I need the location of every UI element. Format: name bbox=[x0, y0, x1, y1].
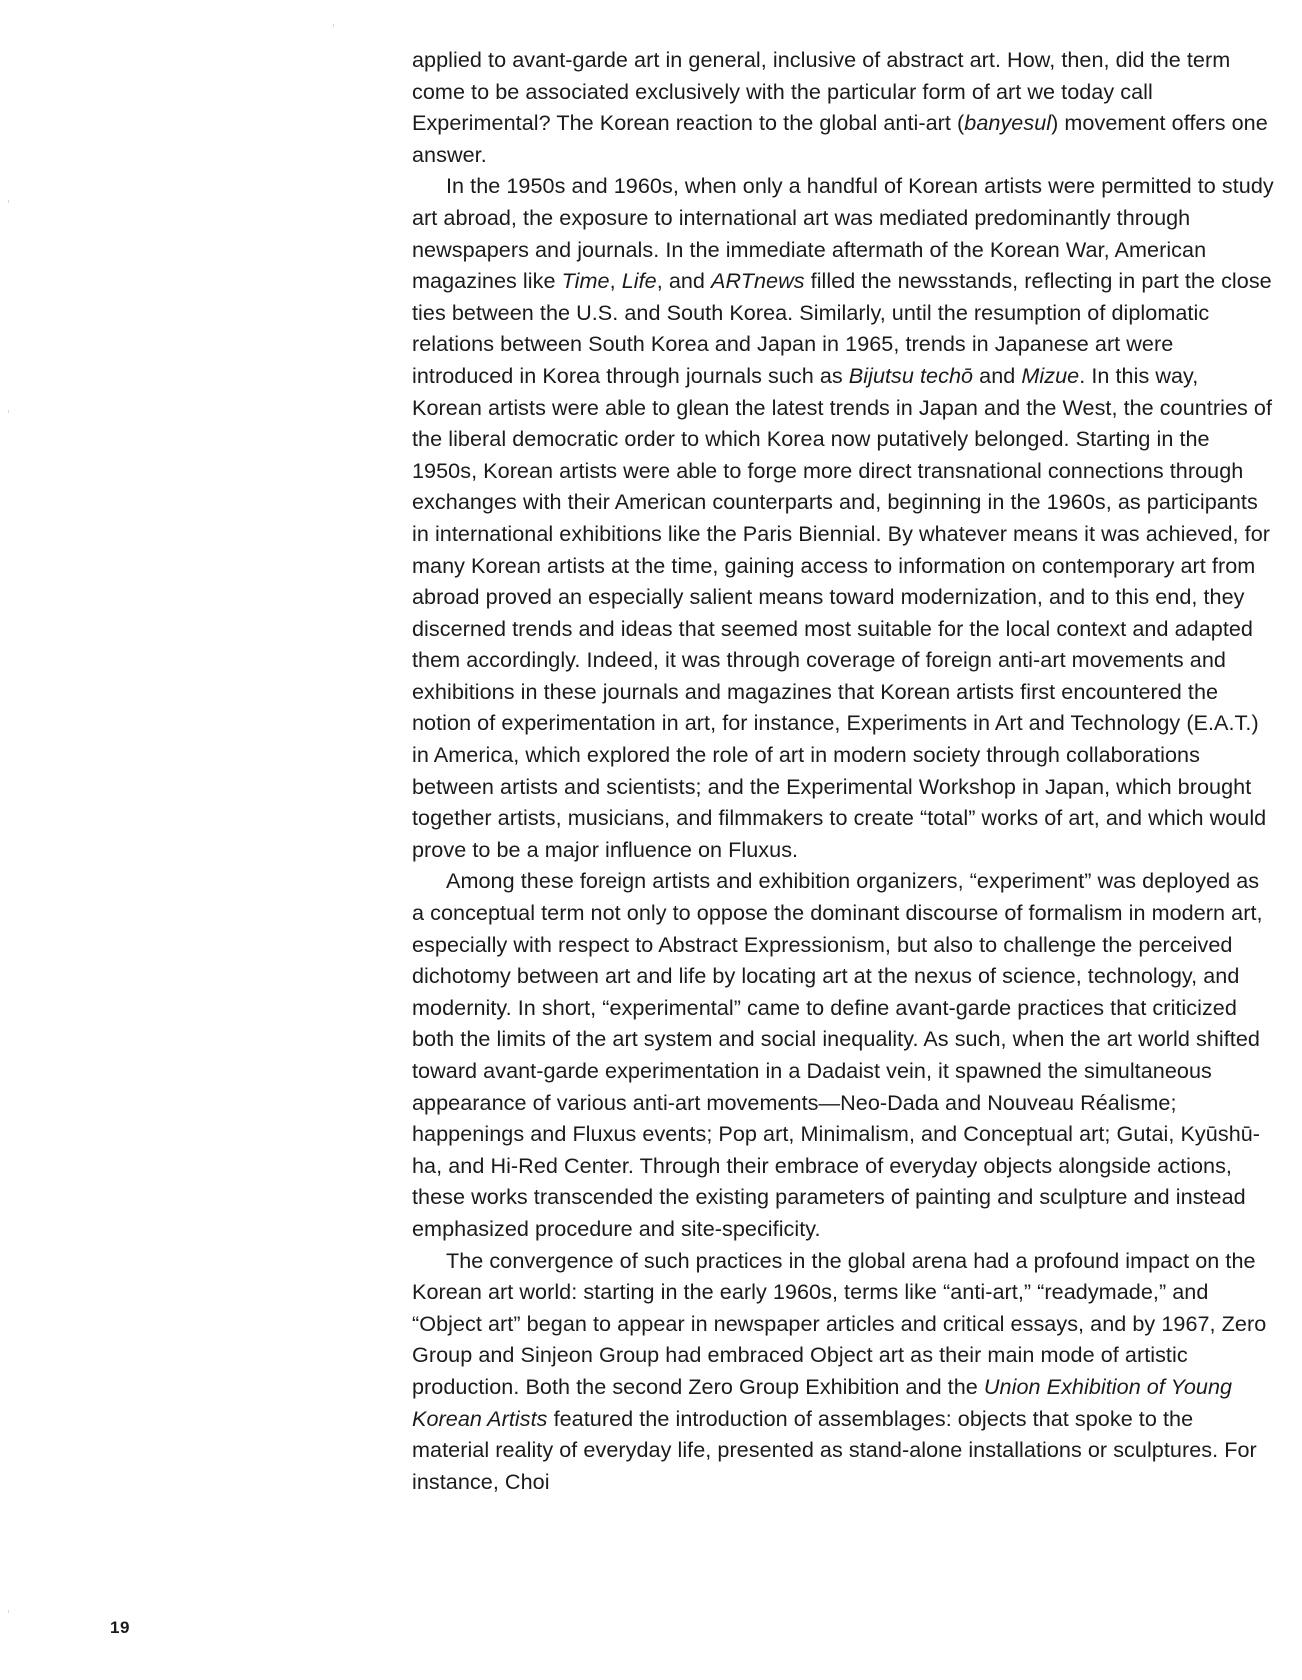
text-segment: featured the introduction of assemblages: objects that spoke to the material reality of everyday life, presented as stand-alone installations or sculptures. For instance, Choi bbox=[412, 1405, 1257, 1494]
scan-speck bbox=[8, 200, 9, 203]
body-text-column bbox=[412, 44, 1274, 1497]
text-segment: In the 1950s and 1960s, when only a handful of Korean artists were permitted to study art abroad, the exposure to international art was mediated predominantly through newspapers and journals. In the immediate aftermath of the Korean War, American magazines like bbox=[412, 173, 1274, 294]
text-segment: , bbox=[609, 268, 622, 294]
page-number: 19 bbox=[110, 1618, 130, 1637]
italic-text-segment: Mizue bbox=[1021, 362, 1080, 388]
text-segment: filled the newsstands, reflecting in part the close ties between the U.S. and South Korea. Similarly, until the resumption of diplomatic relations between South Korea and Japan in 1965, trends in Japanese art were introduced in Korea through journals such as bbox=[412, 268, 1272, 388]
body-paragraph bbox=[412, 865, 1274, 1244]
text-segment: ) movement offers one answer. bbox=[412, 110, 1268, 167]
body-paragraph bbox=[412, 170, 1274, 865]
scan-speck bbox=[8, 1610, 9, 1613]
italic-text-segment: Life bbox=[621, 268, 657, 294]
italic-text-segment: Bijutsu techō bbox=[848, 362, 974, 388]
body-paragraph bbox=[412, 44, 1274, 170]
text-segment: applied to avant-garde art in general, inclusive of abstract art. How, then, did the term come to be associated exclusively with the particular form of art we today call Experimental? The Korean reaction to the global anti-art ( bbox=[412, 47, 1231, 136]
italic-text-segment: banyesul bbox=[964, 110, 1052, 136]
text-segment: The convergence of such practices in the global arena had a profound impact on the Korean art world: starting in the early 1960s, terms like “anti-art,” “readymade,” and “Object art” began to appear in newspaper articles and critical essays, and by 1967, Zero Group and Sinjeon Group had embraced Object art as their main mode of artistic production. Both the second Zero Group Exhibition and the bbox=[412, 1247, 1267, 1399]
italic-text-segment: Time bbox=[561, 268, 610, 294]
text-segment: . In this way, Korean artists were able to glean the latest trends in Japan and the West, the countries of the liberal democratic order to which Korea now putatively belonged. Starting in the 1950s, Korean artists were able to forge more direct transnational connections through exchanges with their American counterparts and, beginning in the 1960s, as participants in international exhibitions like the Paris Biennial. By whatever means it was achieved, for many Korean artists at the time, gaining access to information on contemporary art from abroad proved an especially salient means toward modernization, and to this end, they discerned trends and ideas that seemed most suitable for the local context and adapted them accordingly. Indeed, it was through coverage of foreign anti-art movements and exhibitions in these journals and magazines that Korean artists first encountered the notion of experimentation in art, for instance, Experiments in Art and Technology (E.A.T.) in America, which explored the role of art in modern society through collaborations between artists and scientists; and the Experimental Workshop in Japan, which brought together artists, musicians, and filmmakers to create “total” works of art, and which would prove to be a major influence on Fluxus. bbox=[412, 362, 1273, 862]
italic-text-segment: ARTnews bbox=[711, 268, 805, 294]
text-segment: , and bbox=[656, 268, 712, 294]
scan-speck bbox=[8, 410, 9, 413]
scan-speck bbox=[333, 24, 334, 27]
text-segment: and bbox=[973, 362, 1022, 388]
italic-text-segment: Union Exhibition of Young Korean Artists bbox=[412, 1373, 1233, 1431]
text-segment: Among these foreign artists and exhibition organizers, “experiment” was deployed as a conceptual term not only to oppose the dominant discourse of formalism in modern art, especially with respect to Abstract Expressionism, but also to challenge the perceived dichotomy between art and life by locating art at the nexus of science, technology, and modernity. In short, “experimental” came to define avant-garde practices that criticized both the limits of the art system and social inequality. As such, when the art world shifted toward avant-garde experimentation in a Dadaist vein, it spawned the simultaneous appearance of various anti-art movements—Neo-Dada and Nouveau Réalisme; happenings and Fluxus events; Pop art, Minimalism, and Conceptual art; Gutai, Kyūshū-ha, and Hi-Red Center. Through their embrace of everyday objects alongside actions, these works transcended the existing parameters of painting and sculpture and instead emphasized procedure and site-specificity. bbox=[412, 868, 1263, 1241]
body-paragraph bbox=[412, 1245, 1274, 1498]
